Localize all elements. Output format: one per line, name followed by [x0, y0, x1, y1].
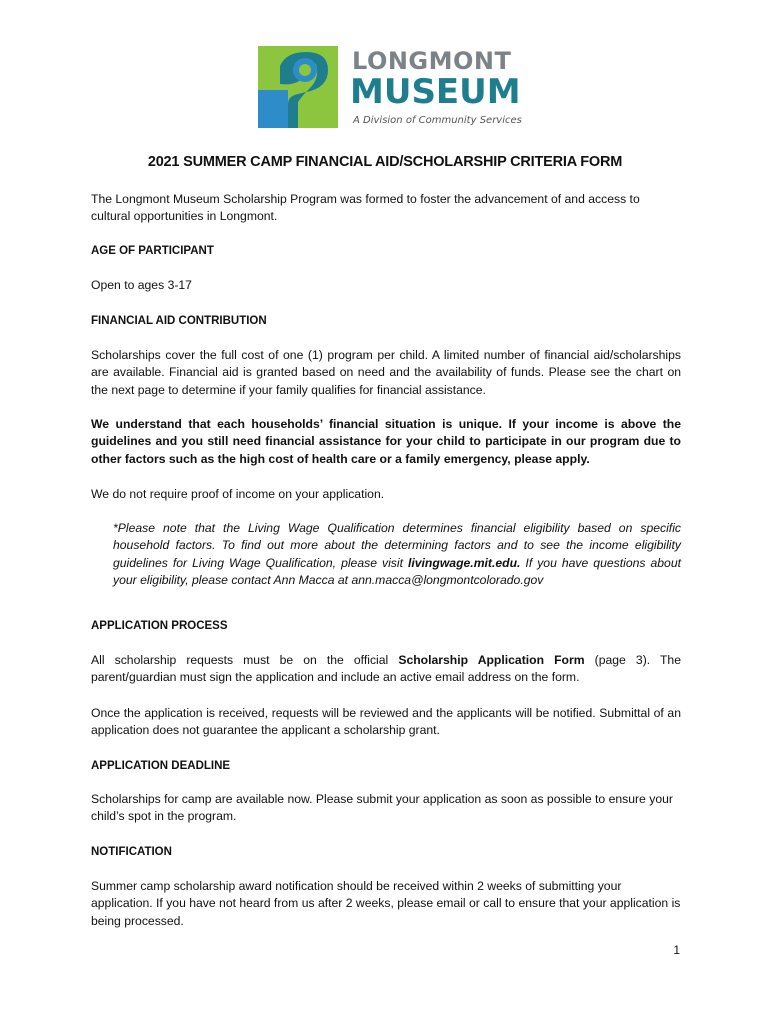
form-title: 2021 SUMMER CAMP FINANCIAL AID/SCHOLARSHIP CRITERIA FORM	[147, 154, 623, 170]
notification-heading: NOTIFICATION	[91, 846, 172, 858]
application-paragraph-2: Once the application is received, requests will be reviewed and the applicants will be notified. Submittal of an application does not guarantee the applicant a scholarship grant.	[91, 706, 681, 738]
note-text-start: *Please note that the Living Wage Qualification determines financial eligibility based on specific household factors. To find out more about the determining factors and to see the income eligibility guidelines for Living Wage Qualification, please visit	[113, 521, 681, 570]
age-heading: AGE OF PARTICIPANT	[91, 245, 214, 257]
logo-word-longmont: LONGMONT	[352, 47, 512, 75]
logo-word-museum: MUSEUM	[350, 72, 521, 112]
application-form-name: Scholarship Application Form	[398, 653, 585, 667]
application-paragraph-1	[91, 652, 681, 687]
financial-heading: FINANCIAL AID CONTRIBUTION	[91, 315, 267, 327]
museum-logo-icon	[258, 46, 338, 128]
logo-subtitle: A Division of Community Services	[353, 115, 522, 126]
living-wage-note	[113, 520, 681, 590]
application-heading: APPLICATION PROCESS	[91, 620, 228, 632]
application-text-end: (page 3). The parent/guardian must sign the application and include an active email address on the form.	[91, 653, 681, 685]
financial-paragraph: Scholarships cover the full cost of one (1) program per child. A limited number of financial aid/scholarships are available. Financial aid is granted based on need and the availability of funds. Please see the chart on the next page to determine if your family qualifies for financial assistance.	[91, 348, 681, 397]
age-text: Open to ages 3-17	[91, 278, 192, 292]
living-wage-link[interactable]: livingwage.mit.edu.	[408, 555, 521, 570]
deadline-heading: APPLICATION DEADLINE	[91, 760, 231, 772]
longmont-museum-logo	[258, 46, 522, 130]
page-number: 1	[673, 943, 680, 957]
notification-paragraph: Summer camp scholarship award notification should be received within 2 weeks of submitting your application. If you have not heard from us after 2 weeks, please email or call to ensure that your application is being processed.	[91, 879, 681, 928]
deadline-paragraph: Scholarships for camp are available now. Please submit your application as soon as possible to ensure your child’s spot in the program.	[91, 792, 673, 824]
intro-paragraph: The Longmont Museum Scholarship Program was formed to foster the advancement of and access to cultural opportunities in Longmont.	[91, 192, 640, 224]
proof-paragraph: We do not require proof of income on your application.	[91, 487, 385, 501]
application-text-start: All scholarship requests must be on the official	[91, 653, 399, 667]
note-text-end: If you have questions about your eligibility, please contact Ann Macca at ann.macca@longmontcolorado.gov	[113, 555, 681, 588]
financial-bold-paragraph: We understand that each households’ financial situation is unique. If your income is above the guidelines and you still need financial assistance for your child to participate in our program due to other factors such as the high cost of health care or a family emergency, please apply.	[91, 417, 681, 466]
